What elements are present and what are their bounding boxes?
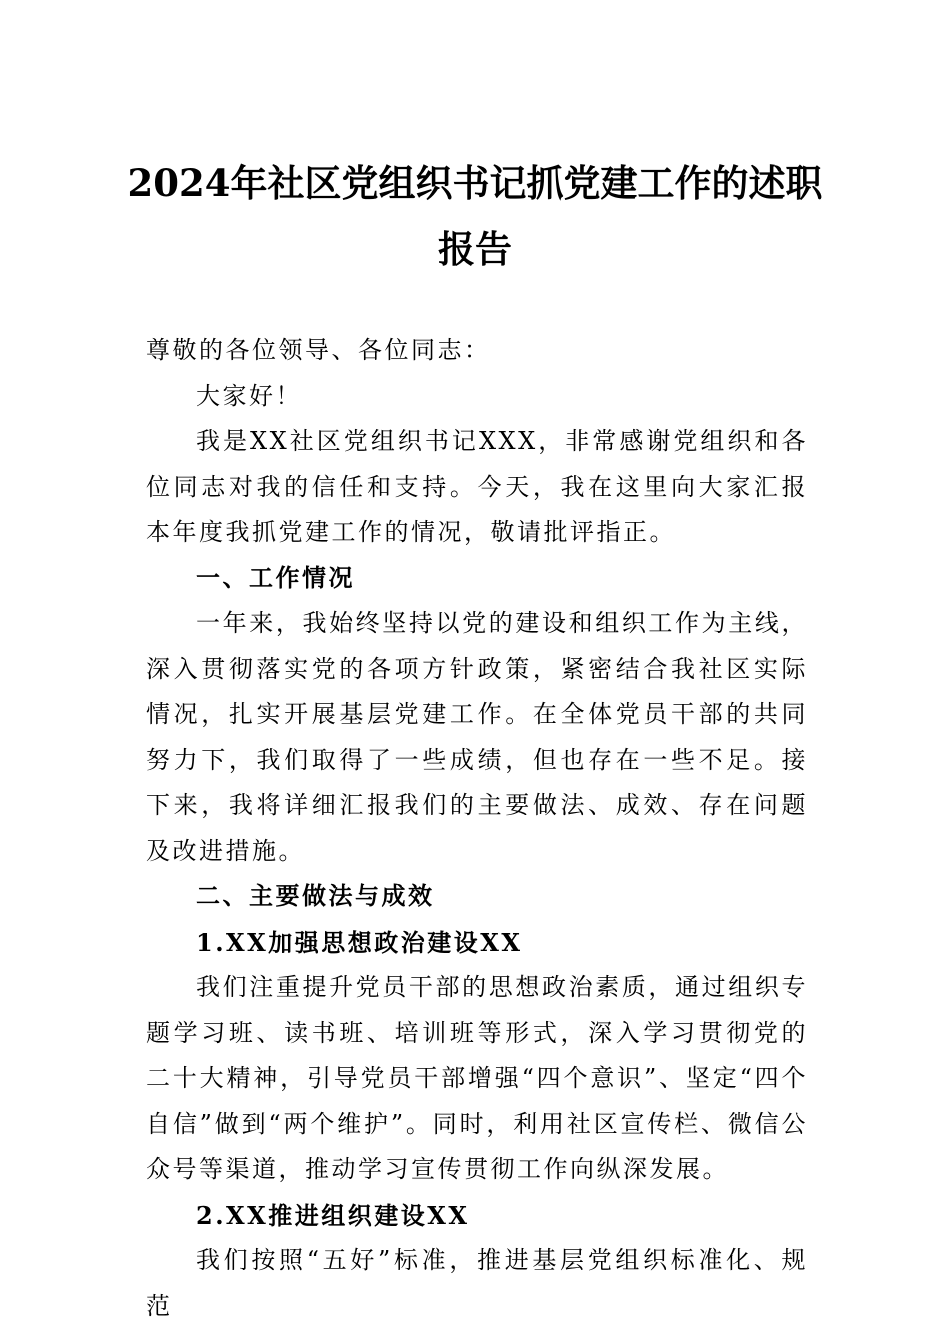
greeting: 大家好！ — [196, 381, 302, 410]
section-1-heading: 一、工作情况 — [196, 563, 355, 592]
document-title: 2024年社区党组织书记抓党建工作的述职报告 — [127, 161, 823, 271]
subsection-1-paragraph: 我们注重提升党员干部的思想政治素质，通过组织专题学习班、读书班、培训班等形式，深入学习贯彻党的二十大精神，引导党员干部增强“四个意识”、坚定“四个自信”做到“两个维护”。同时，利用社区宣传栏、微信公众号等渠道，推动学习宣传贯彻工作向纵深发展。 — [146, 973, 808, 1183]
subsection-1-heading: 1.XX加强思想政治建设XX — [196, 927, 523, 957]
intro-paragraph: 我是XX社区党组织书记XXX，非常感谢党组织和各位同志对我的信任和支持。今天，我在这里向大家汇报本年度我抓党建工作的情况，敬请批评指正。 — [146, 427, 808, 546]
section-2-heading: 二、主要做法与成效 — [196, 882, 435, 910]
section-1-paragraph: 一年来，我始终坚持以党的建设和组织工作为主线，深入贯彻落实党的各项方针政策，紧密结合我社区实际情况，扎实开展基层党建工作。在全体党员干部的共同努力下，我们取得了一些成绩，但也存在一些不足。接下来，我将详细汇报我们的主要做法、成效、存在问题及改进措施。 — [146, 609, 808, 865]
document-body — [146, 328, 808, 1329]
subsection-2-paragraph: 我们按照“五好”标准，推进基层党组织标准化、规范 — [146, 1246, 808, 1320]
salutation: 尊敬的各位领导、各位同志： — [146, 336, 491, 364]
subsection-2-heading: 2.XX推进组织建设XX — [196, 1200, 470, 1230]
